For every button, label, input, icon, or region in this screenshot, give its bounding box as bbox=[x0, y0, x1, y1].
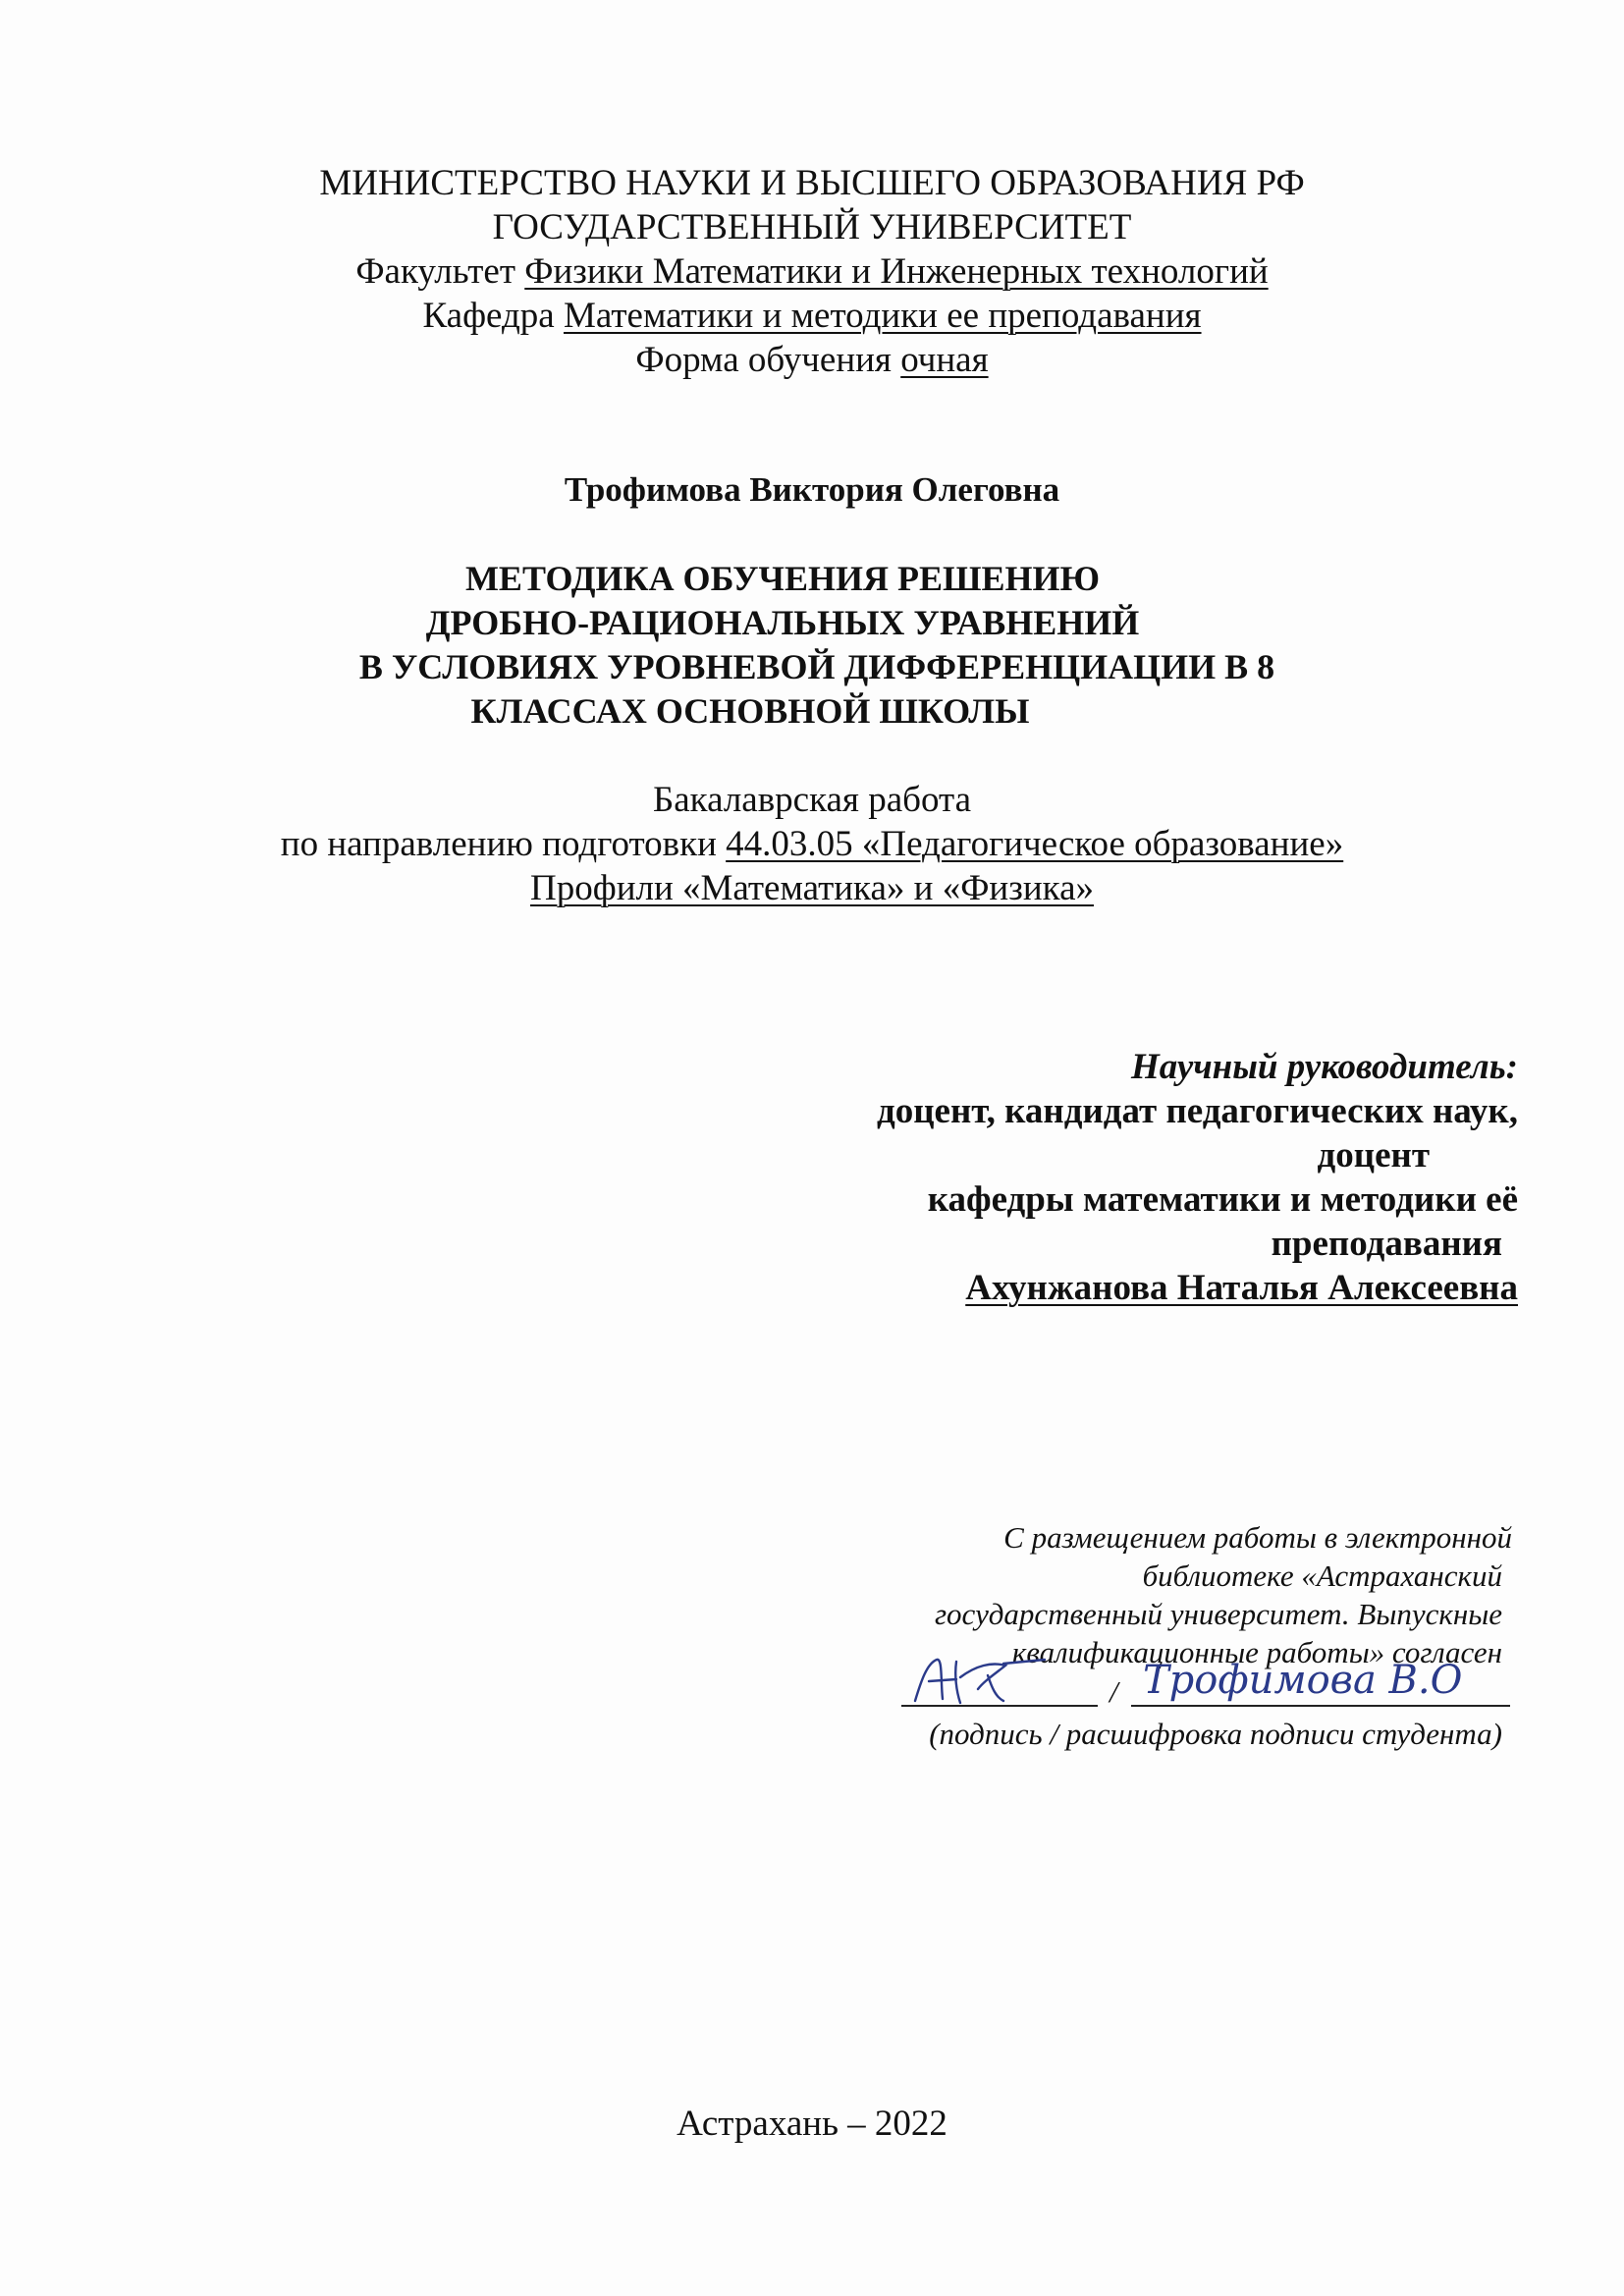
supervisor-line-3: кафедры математики и методики её bbox=[927, 1179, 1518, 1220]
consent-line-2: библиотеке «Астраханский bbox=[1142, 1558, 1502, 1593]
author-name: Трофимова Виктория Олеговна bbox=[564, 470, 1060, 509]
ministry-line: МИНИСТЕРСТВО НАУКИ И ВЫСШЕГО ОБРАЗОВАНИЯ РФ bbox=[319, 163, 1305, 203]
university-line: ГОСУДАРСТВЕННЫЙ УНИВЕРСИТЕТ bbox=[492, 207, 1132, 247]
department-value: Математики и методики ее преподавания bbox=[563, 296, 1202, 336]
department-label: Кафедра bbox=[422, 296, 555, 336]
work-type: Бакалаврская работа bbox=[652, 780, 972, 820]
title-line-1: МЕТОДИКА ОБУЧЕНИЯ РЕШЕНИЮ bbox=[464, 559, 1101, 598]
study-form-label: Форма обучения bbox=[635, 340, 892, 380]
direction-line bbox=[0, 822, 1624, 867]
handwritten-decoding-text: Трофимова В.О bbox=[1143, 1658, 1463, 1703]
supervisor-block bbox=[877, 1045, 1518, 1310]
supervisor-heading: Научный руководитель: bbox=[1131, 1047, 1518, 1087]
consent-line-4: квалификационные работы» согласен bbox=[1011, 1635, 1502, 1669]
title-line-4: КЛАССАХ ОСНОВНОЙ ШКОЛЫ bbox=[470, 691, 1030, 731]
direction-label: по направлению подготовки bbox=[280, 824, 717, 864]
faculty-label: Факультет bbox=[355, 251, 515, 292]
study-form-value: очная bbox=[900, 340, 989, 380]
profiles-value: Профили «Математика» и «Физика» bbox=[530, 868, 1094, 908]
signature-separator: / bbox=[1110, 1674, 1118, 1709]
supervisor-line-2: доцент bbox=[1317, 1135, 1430, 1175]
supervisor-name: Ахунжанова Наталья Алексеевна bbox=[965, 1268, 1518, 1308]
title-line-2: ДРОБНО-РАЦИОНАЛЬНЫХ УРАВНЕНИЙ bbox=[425, 603, 1140, 642]
faculty-line bbox=[0, 249, 1624, 295]
consent-line-3: государственный университет. Выпускные bbox=[934, 1597, 1502, 1631]
supervisor-line-4: преподавания bbox=[1271, 1224, 1502, 1264]
faculty-value: Физики Математики и Инженерных технологий bbox=[524, 251, 1269, 292]
title-line-3: В УСЛОВИЯХ УРОВНЕВОЙ ДИФФЕРЕНЦИАЦИИ В 8 bbox=[358, 647, 1275, 686]
handwritten-decoding-mark bbox=[1139, 1642, 1512, 1711]
supervisor-line-1: доцент, кандидат педагогических наук, bbox=[877, 1091, 1518, 1131]
signature-caption: (подпись / расшифровка подписи студента) bbox=[929, 1717, 1502, 1751]
study-form-line bbox=[0, 338, 1624, 383]
department-line bbox=[0, 294, 1624, 339]
signature-mark bbox=[897, 1652, 1104, 1713]
profiles-line bbox=[0, 866, 1624, 911]
city-year: Астрахань – 2022 bbox=[677, 2104, 947, 2144]
direction-value: 44.03.05 «Педагогическое образование» bbox=[726, 824, 1344, 864]
consent-line-1: С размещением работы в электронной bbox=[1003, 1520, 1512, 1555]
